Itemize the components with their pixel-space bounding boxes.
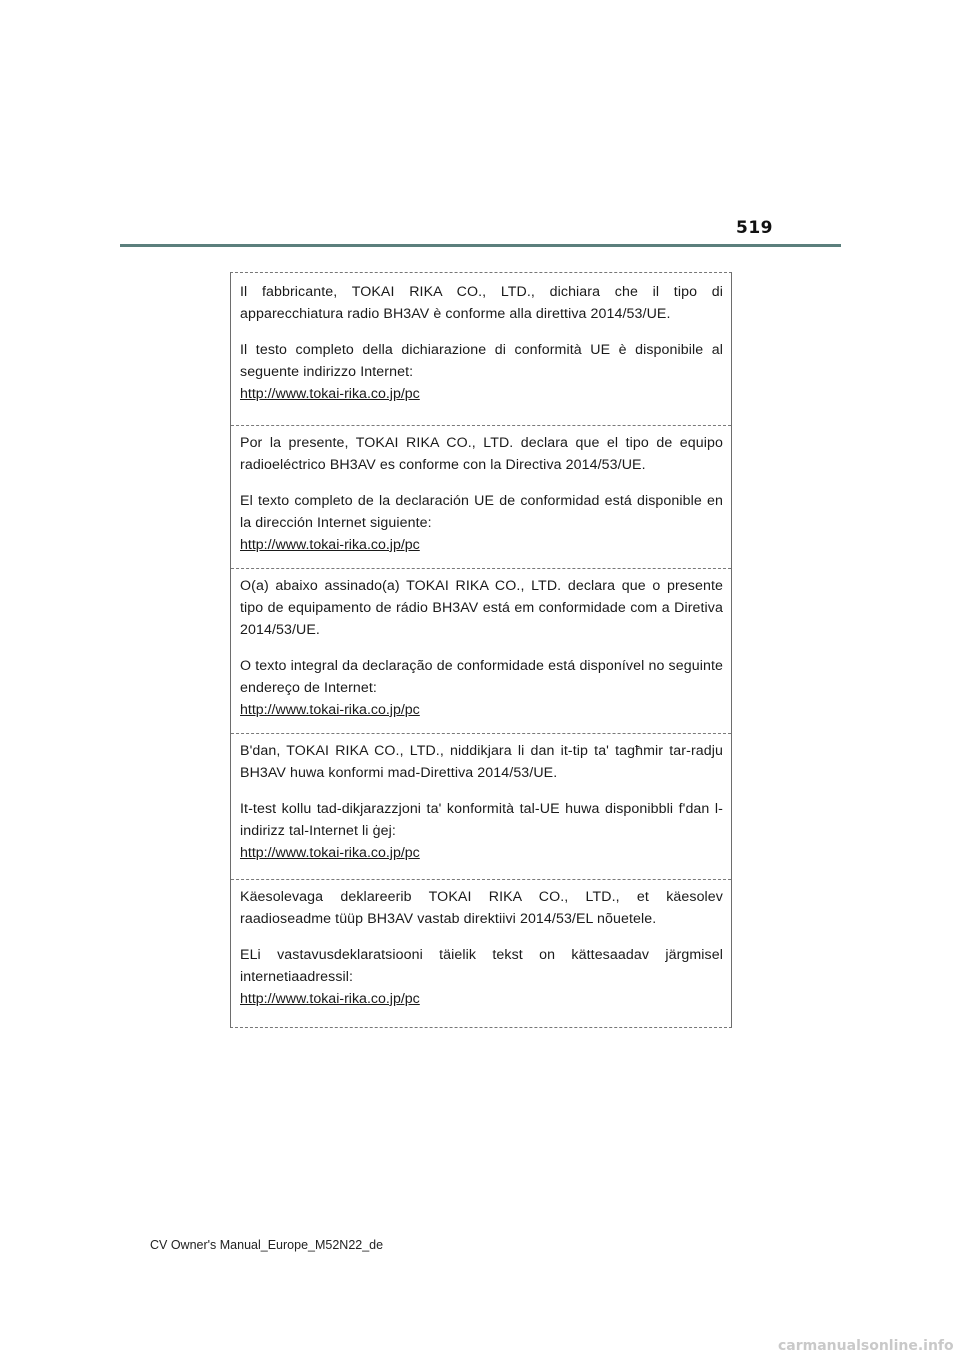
declaration-statement: Il fabbricante, TOKAI RIKA CO., LTD., dichiara che il tipo di apparecchiatura radio BH3AV è conforme alla direttiva 2014/53/UE.: [240, 284, 723, 322]
declaration-availability: El texto completo de la declaración UE de conformidad está disponible en la dirección Internet siguiente:: [240, 493, 723, 531]
declaration-link[interactable]: http://www.tokai-rika.co.jp/pc: [240, 386, 420, 402]
page-number: 519: [736, 218, 773, 238]
declaration-link[interactable]: http://www.tokai-rika.co.jp/pc: [240, 702, 420, 718]
declaration-availability: Il testo completo della dichiarazione di conformità UE è disponibile al seguente indirizzo Internet:: [240, 342, 723, 380]
declaration-link[interactable]: http://www.tokai-rika.co.jp/pc: [240, 845, 420, 861]
declaration-portuguese: [231, 568, 731, 733]
declaration-link[interactable]: http://www.tokai-rika.co.jp/pc: [240, 537, 420, 553]
declaration-statement: B'dan, TOKAI RIKA CO., LTD., niddikjara li dan it-tip ta' tagħmir tar-radju BH3AV huwa konformi mad-Direttiva 2014/53/UE.: [240, 743, 723, 781]
declaration-availability: O texto integral da declaração de conformidade está disponível no seguinte endereço de Internet:: [240, 658, 723, 696]
declaration-estonian: [231, 879, 731, 1026]
header-rule: [120, 244, 841, 247]
declaration-maltese: [231, 733, 731, 879]
declaration-statement: Käesolevaga deklareerib TOKAI RIKA CO., LTD., et käesolev raadioseadme tüüp BH3AV vastab direktiivi 2014/53/EL nõuetele.: [240, 889, 723, 927]
watermark: carmanualsonline.info: [778, 1338, 954, 1354]
declaration-availability: ELi vastavusdeklaratsiooni täielik tekst on kättesaadav järgmisel internetiaadressil:: [240, 947, 723, 985]
declaration-spanish: [231, 425, 731, 568]
declaration-availability: It-test kollu tad-dikjarazzjoni ta' konformità tal-UE huwa disponibbli f'dan l-indirizz tal-Internet li ġej:: [240, 801, 723, 839]
footer-manual-id: CV Owner's Manual_Europe_M52N22_de: [150, 1238, 384, 1252]
declaration-italian: [231, 281, 731, 425]
declaration-statement: Por la presente, TOKAI RIKA CO., LTD. declara que el tipo de equipo radioeléctrico BH3AV es conforme con la Directiva 2014/53/UE.: [240, 435, 723, 473]
declaration-statement: O(a) abaixo assinado(a) TOKAI RIKA CO., LTD. declara que o presente tipo de equipamento de rádio BH3AV está em conformidade com a Diretiva 2014/53/UE.: [240, 578, 723, 638]
declaration-box: [230, 272, 732, 1028]
declaration-link[interactable]: http://www.tokai-rika.co.jp/pc: [240, 991, 420, 1007]
